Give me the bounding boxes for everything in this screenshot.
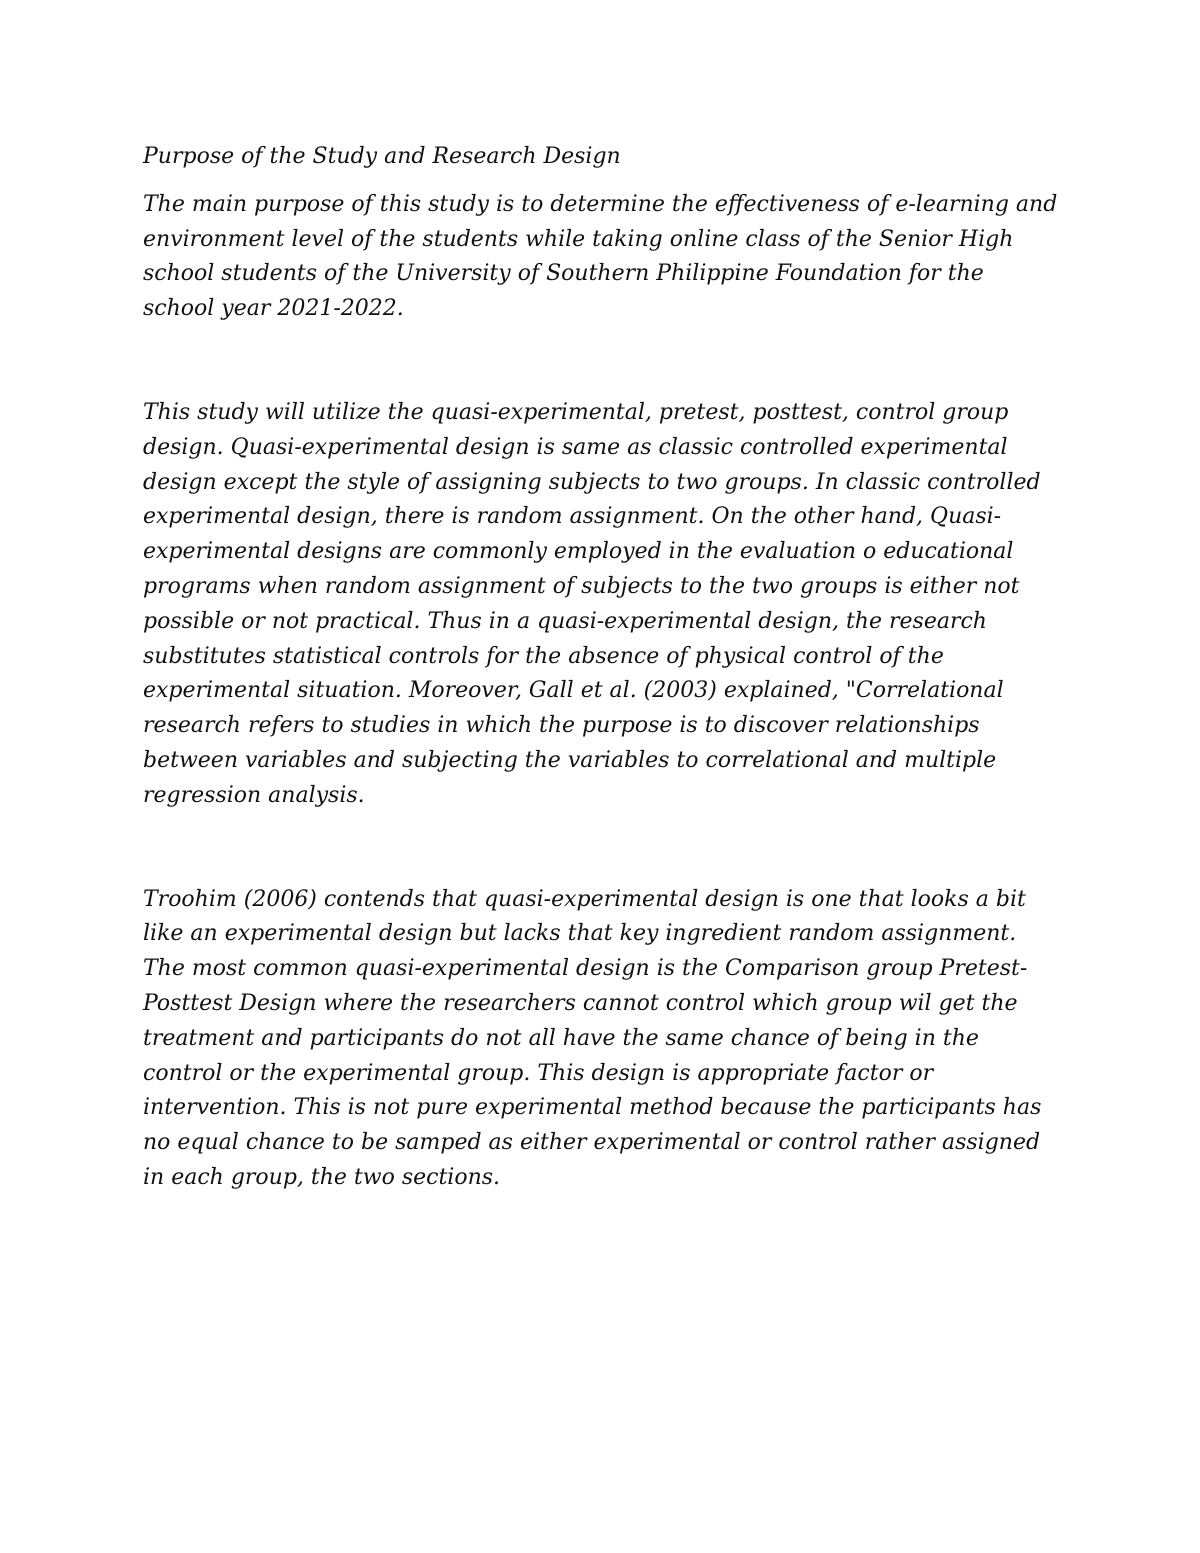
paragraph-line: programs when random assignment of subjects to the two groups is either not	[143, 573, 1020, 599]
paragraph-line: possible or not practical. Thus in a quasi-experimental design, the research	[143, 608, 987, 634]
paragraph-line: Troohim (2006) contends that quasi-experimental design is one that looks a bit	[143, 886, 1026, 912]
paragraph-line: experimental designs are commonly employed in the evaluation o educational	[143, 539, 1014, 565]
paragraph-design	[143, 396, 1073, 814]
paragraph-line: experimental situation. Moreover, Gall et al. (2003) explained, "Correlational	[143, 678, 1004, 704]
paragraph-line: experimental design, there is random assignment. On the other hand, Quasi-	[143, 504, 1002, 530]
paragraph-line: school year 2021-2022.	[143, 296, 404, 322]
paragraph-line: intervention. This is not pure experimental method because the participants has	[143, 1095, 1042, 1121]
paragraph-line: Posttest Design where the researchers cannot control which group wil get the	[143, 990, 1018, 1016]
paragraph-spacer	[143, 327, 1073, 396]
paragraph-line: environment level of the students while taking online class of the Senior High	[143, 226, 1014, 252]
paragraph-spacer	[143, 814, 1073, 883]
paragraph-troohim	[143, 883, 1073, 1196]
paragraph-line: This study will utilize the quasi-experimental, pretest, posttest, control group	[143, 399, 1009, 425]
paragraph-line: control or the experimental group. This design is appropriate factor or	[143, 1060, 934, 1086]
paragraph-line: like an experimental design but lacks that key ingredient random assignment.	[143, 921, 1017, 947]
paragraph-line: substitutes statistical controls for the absence of physical control of the	[143, 643, 944, 669]
paragraph-line: The main purpose of this study is to determine the effectiveness of e-learning and	[143, 191, 1058, 217]
paragraph-line: in each group, the two sections.	[143, 1164, 501, 1190]
paragraph-line: design except the style of assigning subjects to two groups. In classic controlled	[143, 469, 1041, 495]
section-heading: Purpose of the Study and Research Design	[143, 144, 621, 169]
paragraph-line: research refers to studies in which the purpose is to discover relationships	[143, 713, 980, 739]
paragraph-line: school students of the University of Southern Philippine Foundation for the	[143, 261, 984, 287]
paragraph-purpose	[143, 188, 1073, 327]
paragraph-line: design. Quasi-experimental design is same as classic controlled experimental	[143, 434, 1008, 460]
paragraph-line: regression analysis.	[143, 782, 365, 808]
paragraph-line: treatment and participants do not all have the same chance of being in the	[143, 1025, 979, 1051]
paragraph-line: no equal chance to be samped as either experimental or control rather assigned	[143, 1130, 1041, 1156]
document-body	[143, 140, 1073, 1196]
paragraph-line: between variables and subjecting the variables to correlational and multiple	[143, 747, 997, 773]
paragraph-line: The most common quasi-experimental design is the Comparison group Pretest-	[143, 956, 1028, 982]
